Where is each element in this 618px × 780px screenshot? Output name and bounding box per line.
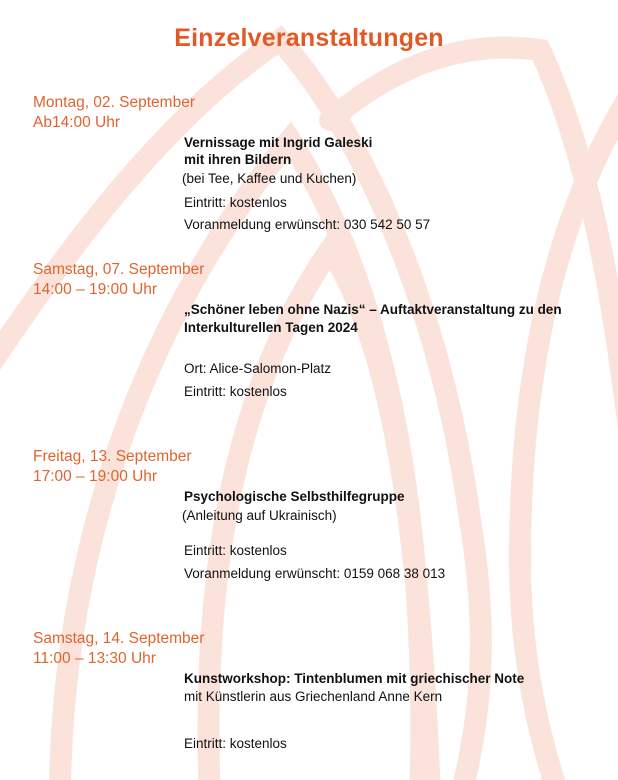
event-admission: Eintritt: kostenlos	[184, 384, 287, 399]
event-title: Kunstworkshop: Tintenblumen mit griechischer Note	[184, 671, 525, 686]
event-title: mit ihren Bildern	[184, 152, 292, 167]
event-date: Freitag, 13. September	[33, 448, 192, 465]
event-admission: Eintritt: kostenlos	[184, 195, 287, 210]
event-admission: Eintritt: kostenlos	[184, 543, 287, 558]
event-title: Psychologische Selbsthilfegruppe	[184, 489, 405, 504]
event-note: (bei Tee, Kaffee und Kuchen)	[182, 171, 357, 186]
event-note: (Anleitung auf Ukrainisch)	[182, 508, 337, 523]
event-subtitle: mit Künstlerin aus Griechenland Anne Kern	[184, 689, 443, 704]
event-registration: Voranmeldung erwünscht: 0159 068 38 013	[184, 566, 446, 581]
event-date: Samstag, 14. September	[33, 630, 205, 647]
event-title: Vernissage mit Ingrid Galeski	[184, 135, 373, 150]
event-title: Interkulturellen Tagen 2024	[184, 320, 358, 335]
event-time: Ab14:00 Uhr	[33, 114, 121, 131]
page-title: Einzelveranstaltungen	[174, 24, 444, 52]
event-location: Ort: Alice-Salomon-Platz	[184, 361, 332, 376]
event-date: Samstag, 07. September	[33, 261, 205, 278]
event-time: 17:00 – 19:00 Uhr	[33, 468, 158, 485]
event-time: 14:00 – 19:00 Uhr	[33, 281, 158, 298]
event-date: Montag, 02. September	[33, 94, 195, 111]
event-title: „Schöner leben ohne Nazis“ – Auftaktveranstaltung zu den	[184, 302, 562, 317]
event-admission: Eintritt: kostenlos	[184, 736, 287, 751]
event-time: 11:00 – 13:30 Uhr	[33, 650, 156, 667]
event-registration: Voranmeldung erwünscht: 030 542 50 57	[184, 217, 431, 232]
